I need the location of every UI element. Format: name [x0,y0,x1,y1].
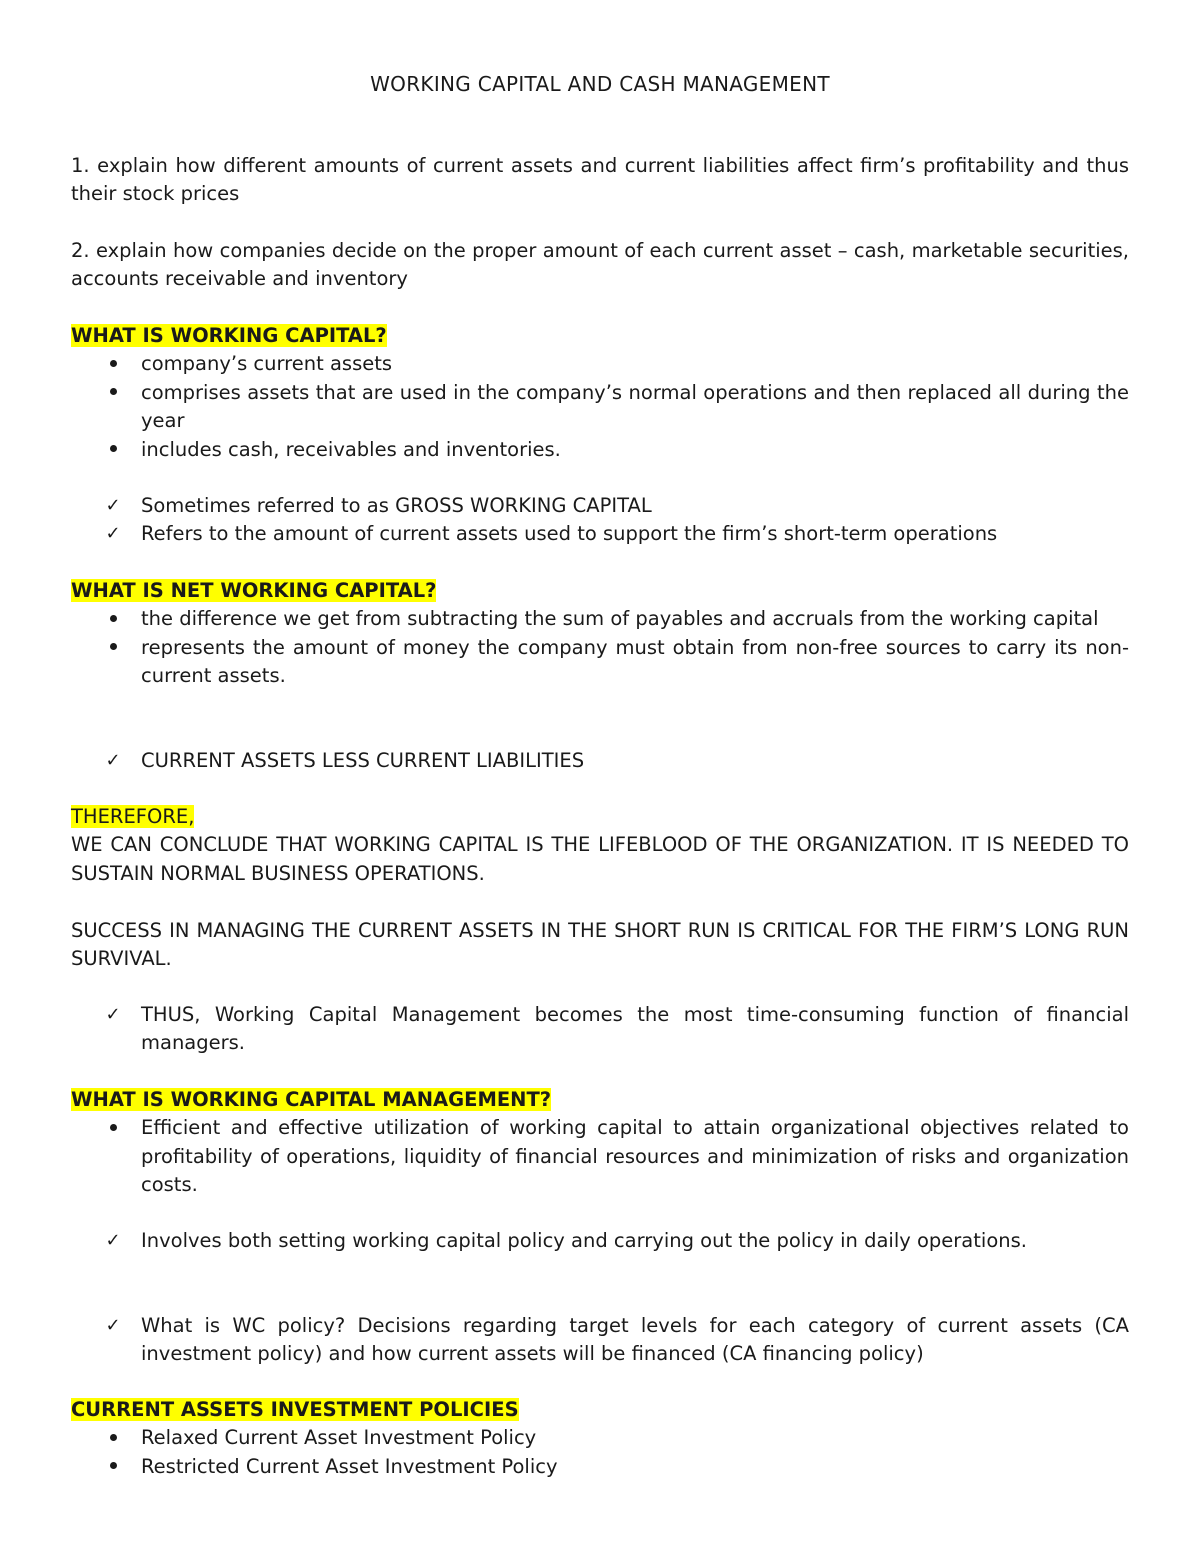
section-heading: WHAT IS NET WORKING CAPITAL? [71,579,437,602]
checkmark-icon: ✓ [105,495,121,516]
section-current-assets-investment-policies [71,1396,1129,1481]
therefore-paragraph-1: WE CAN CONCLUDE THAT WORKING CAPITAL IS THE LIFEBLOOD OF THE ORGANIZATION. IT IS NEEDED TO SUSTAIN NORMAL BUSINESS OPERATIONS. [71,833,1129,885]
bullet-icon [103,605,123,633]
section-working-capital [71,322,1129,464]
check-list-wcm-1 [71,1227,1129,1255]
document-title: WORKING CAPITAL AND CASH MANAGEMENT [370,72,830,96]
bullet-icon [103,1114,123,1142]
list-item-text: Restricted Current Asset Investment Policy [141,1454,558,1478]
list-item-text: comprises assets that are used in the company’s normal operations and then replaced all during the year [141,380,1129,433]
bullet-list [71,1114,1129,1199]
list-item-text: the difference we get from subtracting the sum of payables and accruals from the working capital [141,607,1099,631]
section-heading: WHAT IS WORKING CAPITAL MANAGEMENT? [71,1088,552,1111]
bullet-icon [103,1453,123,1481]
list-item [71,634,1129,691]
list-item-text: Sometimes referred to as GROSS WORKING CAPITAL [141,494,652,517]
checkmark-icon: ✓ [105,750,121,771]
list-item [71,1453,1129,1481]
list-item [71,520,1129,548]
bullet-icon [103,634,123,662]
list-item [71,1227,1129,1255]
objective-1: 1. explain how different amounts of current assets and current liabilities affect firm’s profitability and thus their stock prices [71,154,1129,206]
list-item-text: Involves both setting working capital policy and carrying out the policy in daily operations. [141,1229,1027,1252]
bullet-icon [103,436,123,464]
list-item [71,492,1129,520]
section-heading: WHAT IS WORKING CAPITAL? [71,324,387,347]
bullet-list [71,605,1129,690]
list-item-text: Efficient and effective utilization of working capital to attain organizational objectives related to profitability of operations, liquidity of financial resources and minimization of risks and organization costs. [141,1116,1129,1197]
list-item [71,605,1129,633]
therefore-section [71,803,1129,888]
section-working-capital-management [71,1086,1129,1200]
list-item [71,350,1129,378]
list-item-text: Relaxed Current Asset Investment Policy [141,1426,537,1450]
list-item [71,1001,1129,1058]
objective-2: 2. explain how companies decide on the proper amount of each current asset – cash, marketable securities, accounts receivable and inventory [71,239,1129,291]
list-item-text: What is WC policy? Decisions regarding target levels for each category of current assets (CA investment policy) and how current assets will be financed (CA financing policy) [141,1314,1129,1366]
check-list-working-capital [71,492,1129,549]
bullet-list [71,350,1129,464]
list-item [71,1114,1129,1199]
list-item-text: company’s current assets [141,352,393,376]
list-item [71,379,1129,436]
therefore-paragraph-2: SUCCESS IN MANAGING THE CURRENT ASSETS IN THE SHORT RUN IS CRITICAL FOR THE FIRM’S LONG RUN SURVIVAL. [71,919,1129,971]
bullet-icon [103,1424,123,1452]
check-list-wcm-2 [71,1312,1129,1369]
checkmark-icon: ✓ [105,1230,121,1251]
checkmark-icon: ✓ [105,1004,121,1025]
list-item [71,1312,1129,1369]
section-net-working-capital [71,577,1129,691]
list-item-text: Refers to the amount of current assets used to support the firm’s short-term operations [141,522,998,546]
bullet-list [71,1424,1129,1481]
bullet-icon [103,379,123,407]
therefore-label: THEREFORE, [71,805,195,828]
list-item [71,436,1129,464]
checkmark-icon: ✓ [105,523,121,545]
check-list-net-working-capital [71,747,1129,775]
check-list-therefore [71,1001,1129,1058]
checkmark-icon: ✓ [105,1315,121,1336]
list-item-text: represents the amount of money the company must obtain from non-free sources to carry its non-current assets. [141,635,1129,688]
list-item-text: CURRENT ASSETS LESS CURRENT LIABILITIES [141,749,585,772]
bullet-icon [103,350,123,378]
list-item-text: THUS, Working Capital Management becomes the most time-consuming function of financial managers. [141,1003,1129,1055]
section-heading: CURRENT ASSETS INVESTMENT POLICIES [71,1398,519,1421]
list-item-text: includes cash, receivables and inventories. [141,437,561,461]
list-item [71,747,1129,775]
list-item [71,1424,1129,1452]
